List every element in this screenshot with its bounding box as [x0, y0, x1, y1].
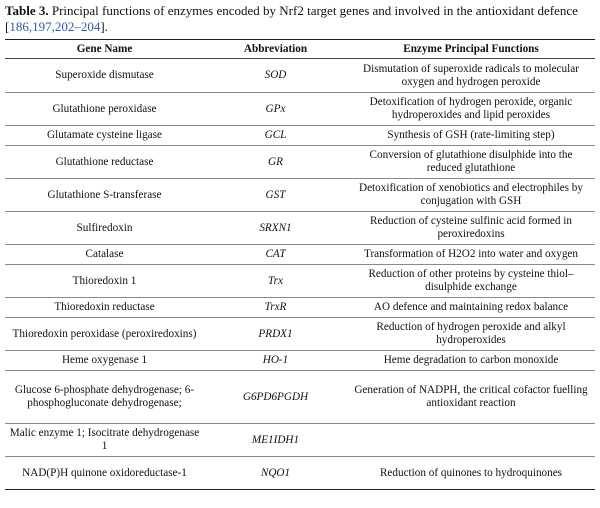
- function-cell: Conversion of glutathione disulphide into the reduced glutathione: [347, 146, 595, 179]
- table-row: [5, 245, 595, 265]
- header-enzyme-functions: Enzyme Principal Functions: [347, 40, 595, 59]
- function-cell: Transformation of H2O2 into water and oxygen: [347, 245, 595, 265]
- abbreviation-cell: SRXN1: [204, 212, 347, 245]
- gene-name-cell: Heme oxygenase 1: [5, 351, 204, 371]
- gene-name-cell: Superoxide dismutase: [5, 59, 204, 93]
- header-row: [5, 40, 595, 59]
- table-row: [5, 351, 595, 371]
- caption-references[interactable]: 186,197,202–204: [9, 19, 101, 34]
- caption-label: Table 3.: [5, 3, 49, 18]
- gene-name-cell: Malic enzyme 1; Isocitrate dehydrogenase 1: [5, 424, 204, 457]
- table-row: [5, 146, 595, 179]
- table-row: [5, 59, 595, 93]
- function-cell: Generation of NADPH, the critical cofactor fuelling antioxidant reaction: [347, 371, 595, 424]
- enzyme-table: [5, 39, 595, 490]
- gene-name-cell: Catalase: [5, 245, 204, 265]
- function-cell: [347, 424, 595, 457]
- gene-name-cell: NAD(P)H quinone oxidoreductase-1: [5, 457, 204, 490]
- abbreviation-cell: PRDX1: [204, 318, 347, 351]
- abbreviation-cell: TrxR: [204, 298, 347, 318]
- abbreviation-cell: G6PD6PGDH: [204, 371, 347, 424]
- table-row: [5, 371, 595, 424]
- function-cell: AO defence and maintaining redox balance: [347, 298, 595, 318]
- table-row: [5, 265, 595, 298]
- function-cell: Reduction of quinones to hydroquinones: [347, 457, 595, 490]
- gene-name-cell: Glucose 6-phosphate dehydrogenase; 6-phosphogluconate dehydrogenase;: [5, 371, 204, 424]
- abbreviation-cell: Trx: [204, 265, 347, 298]
- gene-name-cell: Glutathione reductase: [5, 146, 204, 179]
- function-cell: Dismutation of superoxide radicals to molecular oxygen and hydrogen peroxide: [347, 59, 595, 93]
- table-row: [5, 298, 595, 318]
- table-row: [5, 424, 595, 457]
- gene-name-cell: Thioredoxin reductase: [5, 298, 204, 318]
- function-cell: Reduction of other proteins by cysteine thiol–disulphide exchange: [347, 265, 595, 298]
- table-row: [5, 318, 595, 351]
- table-row: [5, 126, 595, 146]
- table-row: [5, 212, 595, 245]
- caption-end: ].: [100, 19, 108, 34]
- abbreviation-cell: GCL: [204, 126, 347, 146]
- table-row: [5, 93, 595, 126]
- abbreviation-cell: GR: [204, 146, 347, 179]
- abbreviation-cell: GPx: [204, 93, 347, 126]
- function-cell: Heme degradation to carbon monoxide: [347, 351, 595, 371]
- abbreviation-cell: ME1IDH1: [204, 424, 347, 457]
- function-cell: Synthesis of GSH (rate-limiting step): [347, 126, 595, 146]
- abbreviation-cell: HO-1: [204, 351, 347, 371]
- gene-name-cell: Glutathione peroxidase: [5, 93, 204, 126]
- abbreviation-cell: CAT: [204, 245, 347, 265]
- function-cell: Detoxification of hydrogen peroxide, organic hydroperoxides and lipid peroxides: [347, 93, 595, 126]
- caption-text: Principal functions of enzymes encoded by Nrf2 target genes and involved in the antioxidant defence [: [5, 3, 578, 34]
- gene-name-cell: Sulfiredoxin: [5, 212, 204, 245]
- function-cell: Reduction of hydrogen peroxide and alkyl hydroperoxides: [347, 318, 595, 351]
- table-row: [5, 457, 595, 490]
- header-abbreviation: Abbreviation: [204, 40, 347, 59]
- gene-name-cell: Thioredoxin peroxidase (peroxiredoxins): [5, 318, 204, 351]
- gene-name-cell: Glutathione S-transferase: [5, 179, 204, 212]
- abbreviation-cell: GST: [204, 179, 347, 212]
- gene-name-cell: Thioredoxin 1: [5, 265, 204, 298]
- gene-name-cell: Glutamate cysteine ligase: [5, 126, 204, 146]
- function-cell: Reduction of cysteine sulfinic acid formed in peroxiredoxins: [347, 212, 595, 245]
- function-cell: Detoxification of xenobiotics and electrophiles by conjugation with GSH: [347, 179, 595, 212]
- header-gene-name: Gene Name: [5, 40, 204, 59]
- table-row: [5, 179, 595, 212]
- abbreviation-cell: SOD: [204, 59, 347, 93]
- abbreviation-cell: NQO1: [204, 457, 347, 490]
- table-caption: [5, 3, 595, 35]
